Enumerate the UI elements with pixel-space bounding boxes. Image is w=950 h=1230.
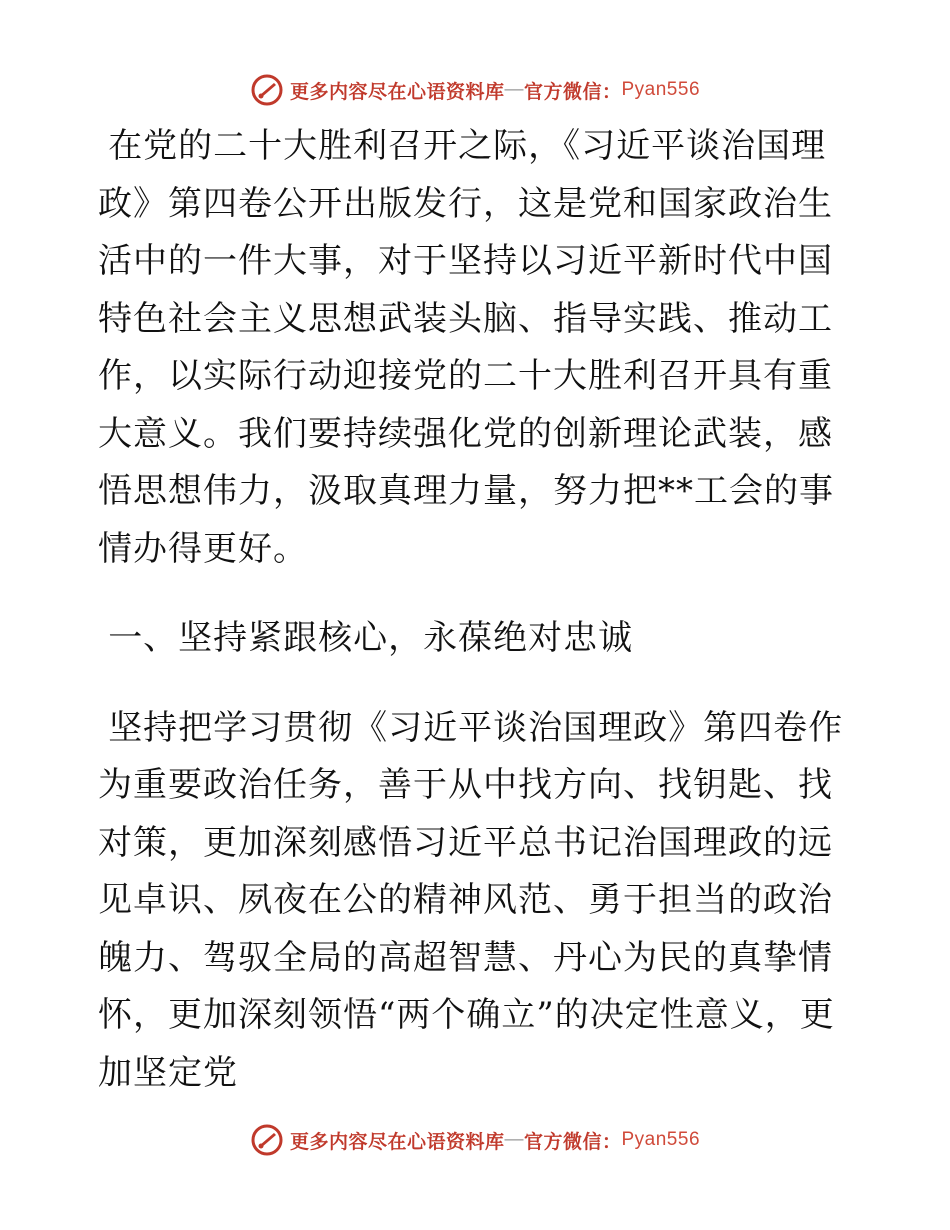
brand-logo-icon (250, 73, 284, 107)
section-heading-1: 一、坚持紧跟核心，永葆绝对忠诚 (108, 618, 634, 658)
watermark-wechat-label: 官方微信： (523, 80, 622, 103)
watermark-separator: — (504, 79, 524, 100)
watermark-separator: — (504, 1129, 524, 1150)
watermark-wechat-id: Pyan556 (621, 1129, 701, 1150)
watermark-library-text: 更多内容尽在心语资料库 (289, 80, 505, 103)
paragraph-intro: 在党的二十大胜利召开之际，《习近平谈治国理政》第四卷公开出版发行，这是党和国家政治生活中的一件大事，对于坚持以习近平新时代中国特色社会主义思想武装头脑、指导实践、推动工作，以实际行动迎接党的二十大胜利召开具有重大意义。我们要持续强化党的创新理论武装，感悟思想伟力，汲取真理力量，努力把**工会的事情办得更好。 (98, 126, 834, 569)
watermark-wechat-id: Pyan556 (621, 79, 701, 100)
brand-logo-icon (250, 1123, 284, 1157)
watermark-wechat-label: 官方微信： (523, 1130, 622, 1153)
watermark-banner-top (0, 70, 950, 110)
watermark-library-text: 更多内容尽在心语资料库 (289, 1130, 505, 1153)
document-body (98, 118, 858, 1102)
watermark-banner-bottom (0, 1120, 950, 1160)
paragraph-section-1: 坚持把学习贯彻《习近平谈治国理政》第四卷作为重要政治任务，善于从中找方向、找钥匙、找对策，更加深刻感悟习近平总书记治国理政的远见卓识、夙夜在公的精神风范、勇于担当的政治魄力、驾驭全局的高超智慧、丹心为民的真挚情怀，更加深刻领悟“两个确立”的决定性意义，更加坚定党 (98, 707, 844, 1093)
